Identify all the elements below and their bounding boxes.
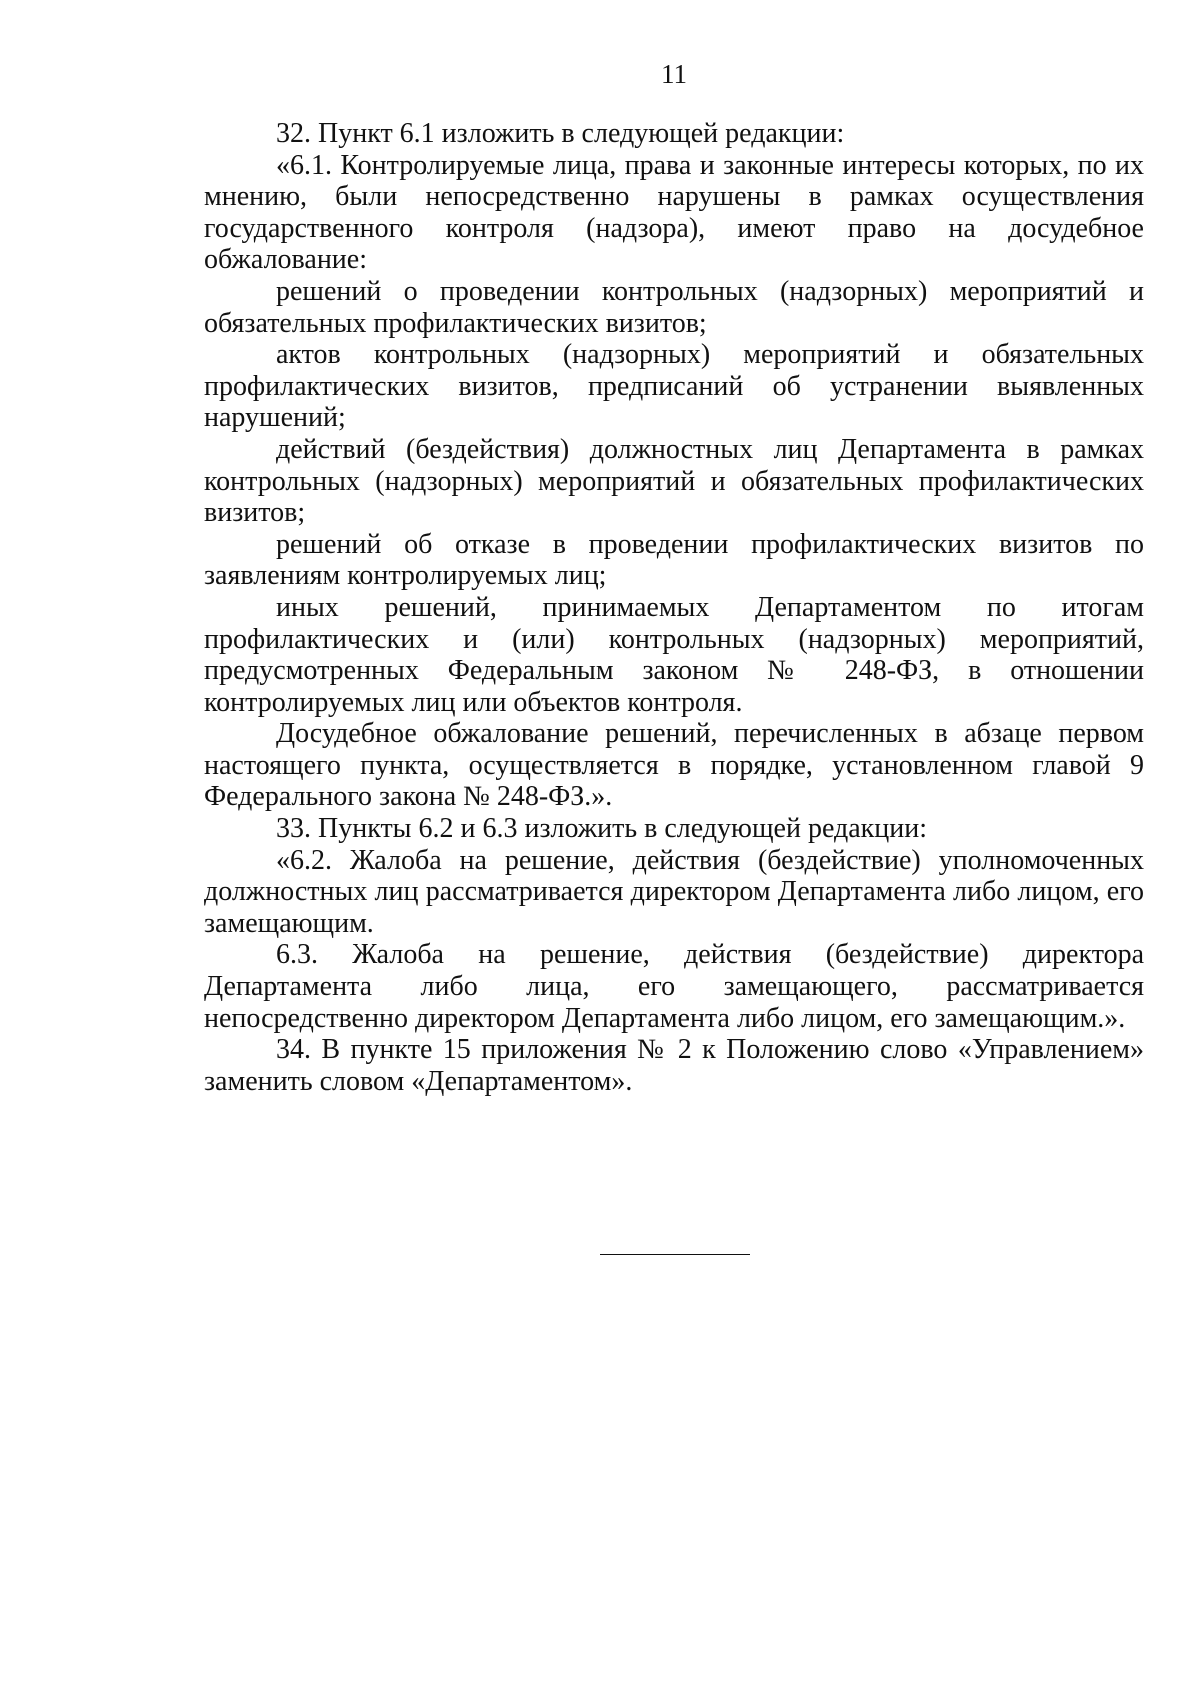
page-number: 11 bbox=[661, 59, 687, 89]
paragraph-pretrial-appeal: Досудебное обжалование решений, перечисленных в абзаце первом настоящего пункта, осуществляется в порядке, установленном главой 9 Федерального закона № 248-ФЗ.». bbox=[204, 718, 1144, 813]
paragraph-item-acts: актов контрольных (надзорных) мероприятий и обязательных профилактических визитов, предписаний об устранении выявленных нарушений; bbox=[204, 339, 1144, 434]
paragraph-6-2: «6.2. Жалоба на решение, действия (бездействие) уполномоченных должностных лиц рассматривается директором Департамента либо лицом, его замещающим. bbox=[204, 844, 1144, 939]
paragraph-6-1-intro: «6.1. Контролируемые лица, права и законные интересы которых, по их мнению, были непосредственно нарушены в рамках осуществления государственного контроля (надзора), имеют право на досудебное обжалование: bbox=[204, 149, 1144, 276]
paragraph-34: 34. В пункте 15 приложения № 2 к Положению слово «Управлением» заменить словом «Департаментом». bbox=[204, 1034, 1144, 1097]
paragraph-6-3: 6.3. Жалоба на решение, действия (бездействие) директора Департамента либо лица, его замещающего, рассматривается непосредственно директором Департамента либо лицом, его замещающим.». bbox=[204, 939, 1144, 1034]
paragraph-item-refusal: решений об отказе в проведении профилактических визитов по заявлениям контролируемых лиц; bbox=[204, 528, 1144, 592]
end-of-document-line bbox=[600, 1254, 750, 1255]
paragraph-item-other-decisions: иных решений, принимаемых Департаментом по итогам профилактических и (или) контрольных (надзорных) мероприятий, предусмотренных Федеральным законом № 248-ФЗ, в отношении контролируемых лиц или объектов контроля. bbox=[204, 591, 1144, 718]
paragraph-item-decisions: решений о проведении контрольных (надзорных) мероприятий и обязательных профилактических визитов; bbox=[204, 275, 1144, 339]
document-body bbox=[204, 118, 1144, 1097]
paragraph-item-actions: действий (бездействия) должностных лиц Департамента в рамках контрольных (надзорных) мероприятий и обязательных профилактических визитов; bbox=[204, 433, 1144, 529]
paragraph-32-heading: 32. Пункт 6.1 изложить в следующей редакции: bbox=[276, 118, 845, 149]
paragraph-33-heading: 33. Пункты 6.2 и 6.3 изложить в следующей редакции: bbox=[276, 813, 928, 845]
